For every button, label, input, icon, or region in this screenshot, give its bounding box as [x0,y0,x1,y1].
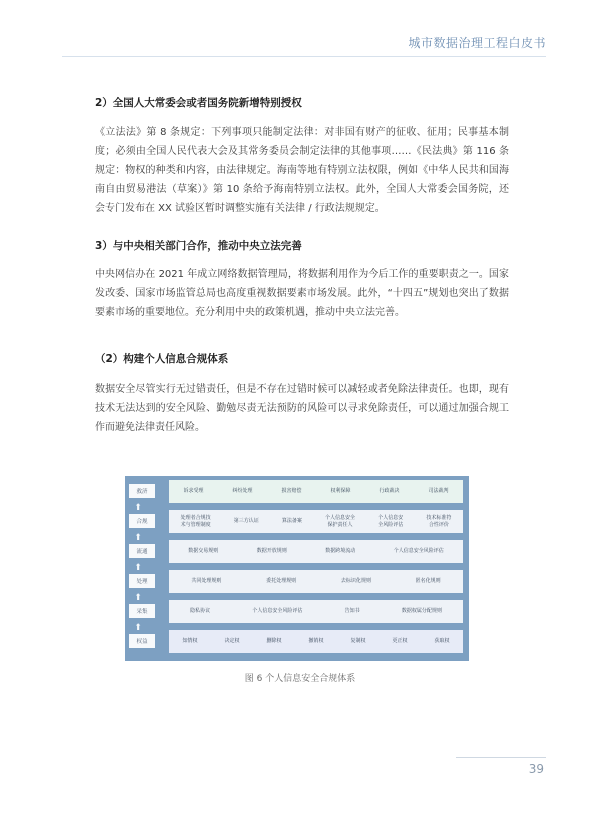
paragraph-liability: 数据安全尽管实行无过错责任，但是不存在过错时候可以减轻或者免除法律责任。也即，现有技术无法达到的安全风险、勤勉尽责无法预防的风险可以寻求免除责任，可以通过加强合规工作而避免法律责任风险。 [95,384,509,433]
running-header-title: 城市数据治理工程白皮书 [408,36,546,50]
diagram-cell: 个人信息安 全风险评估 [378,514,404,528]
row-label: 处理 [129,574,155,588]
diagram-row-remedy [129,480,465,503]
diagram-cell: 诉求受理 [183,488,204,494]
diagram-cell: 权利保障 [330,488,351,494]
diagram-row-compliance [129,510,465,533]
up-arrow-icon: ⬆ [134,563,142,573]
diagram-cell: 算法备案 [281,518,302,524]
diagram-cell: 决定权 [224,638,240,644]
diagram-cell: 告知书 [344,608,360,614]
header-divider [62,56,546,57]
row-label: 合规 [129,514,155,528]
diagram-cell: 技术标准符 合性评价 [426,514,452,528]
row-cells [169,480,463,503]
paragraph-central-cooperation: 中央网信办在 2021 年成立网络数据管理局，将数据利用作为今后工作的重要职责之一。国家发改委、国家市场监管总局也高度重视数据要素市场发展。此外，“十四五”规划也突出了数据要素市场的重要地位。充分利用中央的政策机遇，推动中央立法完善。 [95,269,509,318]
diagram-cell: 司法裁判 [428,488,449,494]
paragraph-legislation: 《立法法》第 8 条规定：下列事项只能制定法律：对非国有财产的征收、征用；民事基本制度；必须由全国人民代表大会及其常务委员会制定法律的其他事项……《民法典》第 116 条规定：物权的种类和内容，由法律规定。海南等地有特别立法权限，例如《中华人民共和国海南自由贸易港法（草案）》第 10 条给予海南特别立法权。此外，全国人大常委会国务院，还会专门发布在 XX 试验区暂时调整实施有关法律 / 行政法规规定。 [95,127,509,214]
row-cells [169,600,463,623]
diagram-cell: 数据开放规则 [256,548,287,554]
diagram-row-collection [129,600,465,623]
diagram-cell: 个人信息安全 保护责任人 [325,514,356,528]
diagram-cell: 共同处理规则 [191,578,222,584]
diagram-cell: 更正权 [392,638,408,644]
diagram-cell: 匿名化规则 [415,578,441,584]
diagram-cell: 行政裁决 [379,488,400,494]
diagram-cell: 隐私协议 [190,608,211,614]
up-arrow-icon: ⬆ [134,623,142,633]
diagram-cell: 损害赔偿 [281,488,302,494]
diagram-cell: 处理者合规技 术与管理制度 [180,514,211,528]
row-cells [169,540,463,563]
row-label: 权益 [129,634,155,648]
section-heading-3: 3）与中央相关部门合作，推动中央立法完善 [95,240,302,252]
up-arrow-icon: ⬆ [134,503,142,513]
diagram-cell: 纠纷处理 [232,488,253,494]
figure-caption: 图 6 个人信息安全合规体系 [244,674,356,684]
row-cells [169,630,463,653]
diagram-row-processing [129,570,465,593]
row-label: 流通 [129,544,155,558]
compliance-system-diagram [125,476,469,661]
diagram-row-circulation [129,540,465,563]
diagram-cell: 去标识化规则 [340,578,371,584]
diagram-cell: 获取权 [434,638,450,644]
diagram-cell: 撤销权 [308,638,324,644]
row-cells [169,570,463,593]
diagram-row-rights [129,630,465,653]
section-heading-2: 2）全国人大常委会或者国务院新增特别授权 [95,97,302,109]
footer-divider [456,757,546,758]
row-label: 采集 [129,604,155,618]
diagram-cell: 数据跨境流动 [325,548,356,554]
row-cells [169,510,463,533]
diagram-cell: 复制权 [350,638,366,644]
diagram-cell: 删除权 [266,638,282,644]
diagram-cell: 个人信息安全风险评估 [393,548,444,554]
page-number: 39 [528,762,544,776]
diagram-cell: 委托处理规则 [266,578,297,584]
diagram-cell: 第三方认证 [233,518,259,524]
up-arrow-icon: ⬆ [134,593,142,603]
diagram-cell: 知情权 [182,638,198,644]
section-heading-compliance: （2）构建个人信息合规体系 [95,353,229,365]
diagram-cell: 个人信息安全风险评估 [252,608,303,614]
diagram-cell: 数据交易规则 [188,548,219,554]
diagram-cell: 数据权属分配规则 [401,608,442,614]
up-arrow-icon: ⬆ [134,533,142,543]
row-label: 救济 [129,484,155,498]
